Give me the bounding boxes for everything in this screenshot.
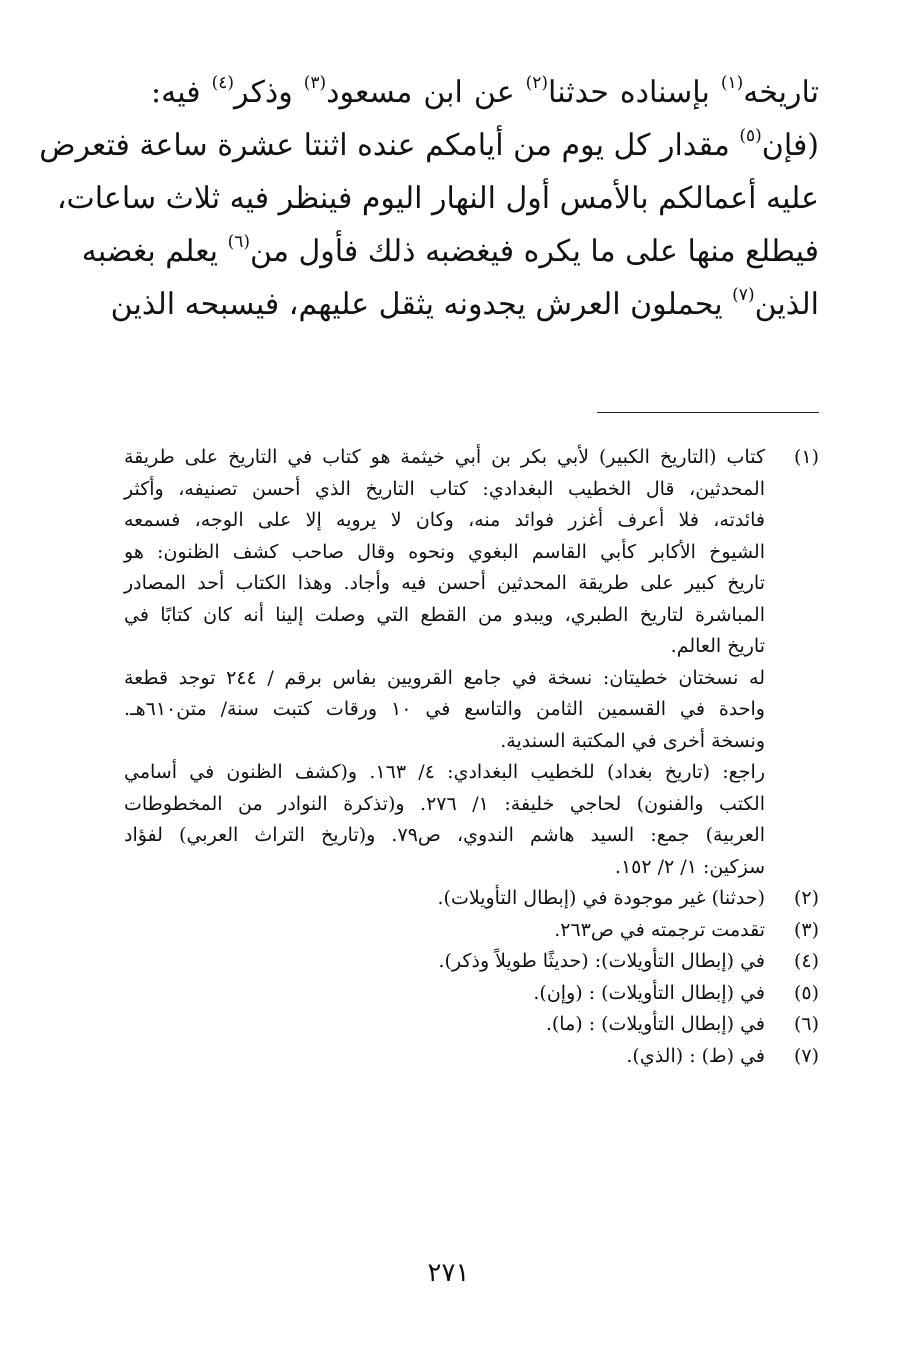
footnote-text: في (ط) : (الذي). xyxy=(626,1044,765,1067)
footnote-number: (١) xyxy=(793,446,819,468)
main-text-line xyxy=(110,278,819,331)
footnote-number: (٧) xyxy=(793,1044,819,1067)
footnote-number: (٣) xyxy=(793,918,819,941)
footnote-text: في (إبطال التأويلات) : (ما). xyxy=(545,1013,765,1035)
main-text-line xyxy=(81,225,819,278)
footnote-marker: (٦) xyxy=(227,232,250,252)
footnote-number: (٤) xyxy=(793,950,819,972)
main-text-line xyxy=(56,172,819,225)
footnote-text: في (إبطال التأويلات) : (وإن). xyxy=(533,981,765,1004)
footnote-line: كتاب (التاريخ الكبير) لأبي بكر بن أبي خيثمة هو كتاب في التاريخ على طريقة xyxy=(124,446,765,468)
footnote-marker: (٧) xyxy=(732,285,755,305)
footnote-line: ونسخة أخرى في المكتبة السندية. xyxy=(500,729,765,752)
text-run: يعلم بغضبه xyxy=(81,234,228,269)
footnote-item xyxy=(124,883,819,915)
footnote-item xyxy=(124,946,819,978)
footnote-text xyxy=(124,442,765,883)
footnote-line: واحدة في القسمين الثامن والتاسع في ١٠ ورقات كتبت سنة/ متن٦١٠هـ. xyxy=(124,698,765,720)
text-run: فيه: xyxy=(151,75,212,110)
text-run: عن ابن مسعود xyxy=(326,75,526,110)
text-run: (فإن xyxy=(761,128,819,163)
main-text-line xyxy=(151,66,819,119)
text-run: بإسناده حدثنا xyxy=(548,75,721,110)
footnote-marker: (٢) xyxy=(525,73,549,93)
footnote-line: المباشرة لتاريخ الطبري، ويبدو من القطع التي وصلت إلينا أنه كان كتابًا في xyxy=(124,603,765,626)
footnote-text: في (إبطال التأويلات): (حديثًا طويلاً وذكر). xyxy=(438,950,765,972)
footnote-item xyxy=(124,915,819,947)
text-run: تاريخه xyxy=(743,75,820,110)
footnote-number: (٦) xyxy=(793,1013,819,1035)
footnote-item xyxy=(124,1041,819,1073)
footnote-marker: (٥) xyxy=(739,126,762,146)
footnotes xyxy=(124,442,819,1072)
text-run: وذكر xyxy=(234,75,304,110)
footnote-text: تقدمت ترجمته في ص٢٦٣. xyxy=(554,918,765,941)
text-run: فيطلع منها على ما يكره فيغضبه ذلك فأول من xyxy=(250,234,819,269)
footnote-line: فائدته، فلا أعرف أغزر فوائد منه، وكان لا يرويه إلا على الوجه، فسمعه xyxy=(124,509,765,531)
main-text-line xyxy=(39,119,819,172)
footnote-line: تاريخ كبير على طريقة المحدثين أحسن فيه وأجاد. وهذا الكتاب أحد المصادر xyxy=(124,572,765,594)
footnote-item xyxy=(124,1009,819,1041)
footnote-line: تاريخ العالم. xyxy=(670,635,765,657)
footnote-line: سزكين: ١/ ٢/ ١٥٢. xyxy=(614,855,765,878)
text-run: مقدار كل يوم من أيامكم عنده اثنتا عشرة ساعة فتعرض xyxy=(39,128,740,163)
footnote-line: راجع: (تاريخ بغداد) للخطيب البغدادي: ٤/ ١٦٣. و(كشف الظنون في أسامي xyxy=(124,761,765,783)
footnote-line: له نسختان خطيتان: نسخة في جامع القرويين بفاس برقم / ٢٤٤ توجد قطعة xyxy=(124,666,765,689)
main-text xyxy=(39,66,820,331)
footnote-item xyxy=(124,442,819,883)
text-run: الذين xyxy=(754,287,819,322)
footnote-item xyxy=(124,978,819,1010)
footnote-marker: (٣) xyxy=(303,73,327,93)
page-number: ٢٧١ xyxy=(427,1258,470,1288)
text-run: عليه أعمالكم بالأمس أول النهار اليوم فينظر فيه ثلاث ساعات، xyxy=(56,181,819,216)
footnote-number: (٢) xyxy=(793,887,819,909)
text-run: يحملون العرش يجدونه يثقل عليهم، فيسبحه الذين xyxy=(110,287,733,322)
footnote-line: المحدثين، قال الخطيب البغدادي: كتاب التاريخ الذي أحسن تصنيفه، وأكثر xyxy=(124,477,765,500)
footnote-marker: (٤) xyxy=(211,73,235,93)
footnote-line: الكتب والفنون) لحاجي خليفة: ١/ ٢٧٦. و(تذكرة النوادر من المخطوطات xyxy=(124,792,765,815)
footnote-line: الشيوخ الأكابر كأبي القاسم البغوي ونحوه وقال صاحب كشف الظنون: هو xyxy=(124,540,765,563)
footnote-text: (حدثنا) غير موجودة في (إبطال التأويلات). xyxy=(437,887,765,909)
footnote-separator xyxy=(597,412,819,413)
footnote-line: العربية) جمع: السيد هاشم الندوي، ص٧٩. و(تاريخ التراث العربي) لفؤاد xyxy=(124,824,765,846)
footnote-number: (٥) xyxy=(793,981,819,1004)
footnote-marker: (١) xyxy=(720,73,744,93)
